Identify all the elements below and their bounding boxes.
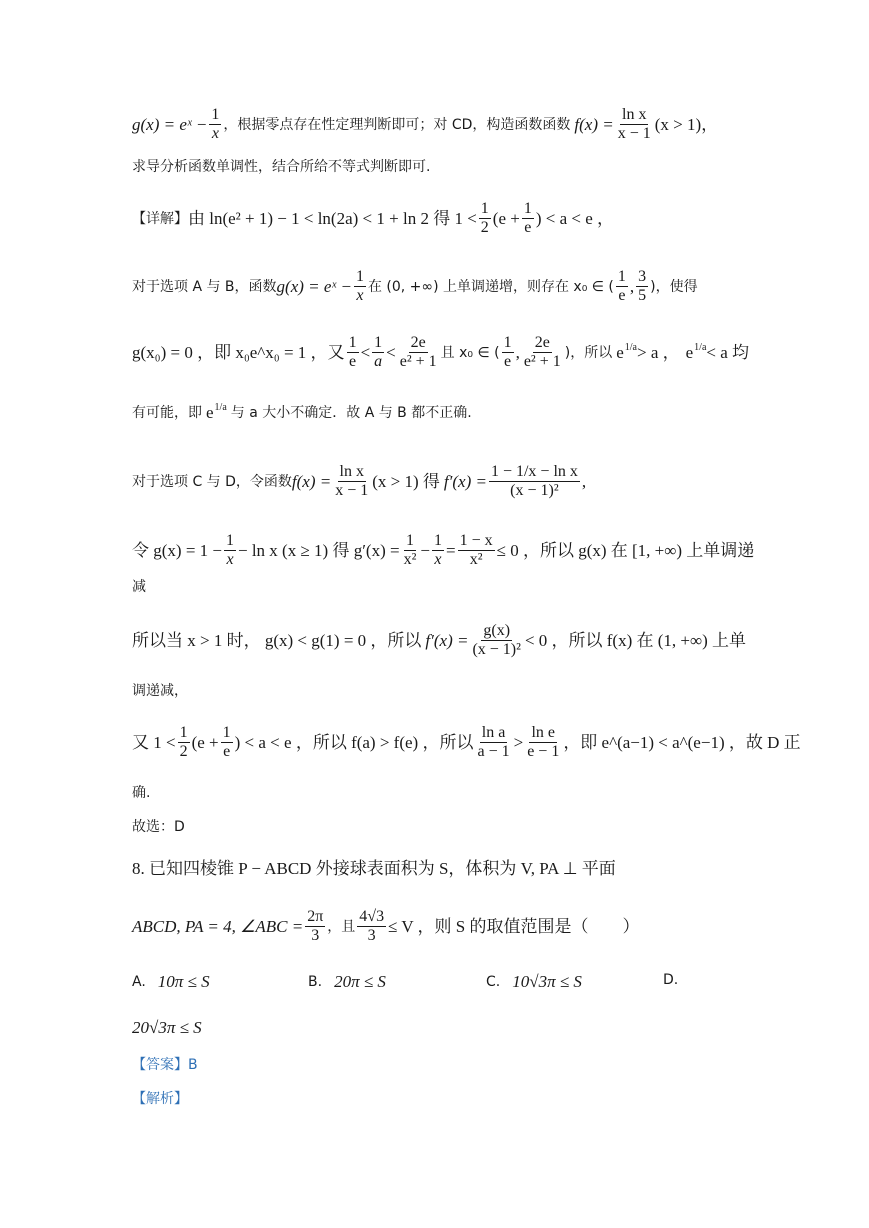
expression-g: g(x) = eˣ − — [132, 115, 208, 135]
text: 令 g(x) = 1 − — [132, 541, 222, 561]
expression-g: g(x) = eˣ − — [276, 277, 352, 297]
fraction: $\frac{g(x)}{\text{(x − 1)²}}$ — [472, 622, 521, 659]
option-ab-line: 对于选项 A 与 B，函数 g(x) = eˣ − $\frac{1}{x}$ 在 (0, +∞) 上单调递增，则存在 x₀ ∈ ( $\frac{1}{e}$ , $\frac{3}{5}$ )，使得 — [132, 268, 698, 305]
inequality: 由 ln(e² + 1) − 1 < ln(2a) < 1 + ln 2 得 1 < — [188, 209, 477, 229]
fraction: $\frac{1}{x}$ — [226, 532, 234, 569]
option-d-text: 20√3π ≤ S — [132, 1018, 202, 1037]
question-8-stem — [132, 860, 616, 877]
expression-f-prime: f′(x) = — [443, 472, 487, 492]
text: 与 a 大小不确定．故 A 与 B 都不正确. — [230, 404, 472, 421]
option-c-label: C. — [486, 973, 501, 990]
fraction: $\frac{1}{e}$ — [348, 334, 357, 371]
text: 对于选项 C 与 D，令函数 — [132, 473, 292, 490]
text: ≤ V ，则 S 的取值范围是（ ） — [388, 917, 640, 937]
option-a-text: 10π ≤ S — [157, 972, 210, 991]
text: g(x₀) = 0 ，即 x₀e^x₀ = 1 ，又 — [132, 343, 345, 363]
option-c — [486, 973, 582, 990]
option-cd-line: 对于选项 C 与 D，令函数 f(x) = $\frac{\text{ln x}}{x - 1}$ (x > 1) 得 f′(x) = $\frac{\text{1 − 1/x − ln x}}{\text{(x − 1)²}}$ , — [132, 463, 587, 500]
fraction: $\frac{1}{e}$ — [617, 268, 626, 305]
option-a-label: A. — [132, 973, 146, 990]
option-b-label: B. — [308, 973, 323, 990]
fraction: $\frac{2\pi}{3}$ — [307, 908, 324, 945]
analysis-tag: 【解析】 — [132, 1091, 188, 1107]
option-c-text: 10√3π ≤ S — [512, 972, 582, 991]
text: 且 x₀ ∈ ( — [440, 344, 500, 361]
fraction: $\frac{\text{ln x}}{x - 1}$ — [335, 463, 369, 500]
fraction: $\frac{2e}{\text{e² + 1}}$ — [523, 334, 561, 371]
fraction: $\frac{1}{2}$ — [179, 724, 188, 761]
text: 所以当 x > 1 时， g(x) < g(1) = 0 ，所以 — [132, 631, 422, 651]
text: ，即 e^(a−1) < a^(e−1) ，故 D 正 — [563, 733, 801, 753]
text: ，且 — [327, 918, 356, 935]
text: )，所以 — [564, 344, 613, 361]
text: (x > 1) 得 — [372, 472, 440, 492]
text: ≤ 0 ，所以 g(x) 在 [1, +∞) 上单调递 — [496, 541, 755, 561]
text: (x > 1)， — [654, 115, 719, 135]
question-text: 8. 已知四棱锥 P − ABCD 外接球表面积为 S，体积为 V, PA ⊥ 平面 — [132, 859, 616, 878]
text: )，使得 — [650, 278, 698, 295]
text: < 0 ，所以 f(x) 在 (1, +∞) 上单 — [524, 631, 747, 651]
fraction: $\frac{1}{2}$ — [480, 200, 489, 237]
text: < a 均 — [706, 343, 750, 363]
derivative-line: 令 g(x) = 1 − $\frac{1}{x}$ − ln x (x ≥ 1) 得 g′(x) = $\frac{1}{\text{x²}}$ − $\frac{1}{x}$ = $\frac{1 - x}{\text{x²}}$ ≤ 0 ，所以 g(x) 在 [1, +∞) 上单调递 — [132, 532, 755, 569]
option-b-text: 20π ≤ S — [334, 972, 386, 991]
option-b — [308, 973, 386, 990]
expression-f-prime: f′(x) = — [425, 631, 469, 651]
option-ab-conclusion: 有可能，即 $e^{1/a}$ 与 a 大小不确定．故 A 与 B 都不正确. — [132, 402, 472, 422]
text: ，根据零点存在性定理判断即可；对 CD，构造函数函数 — [223, 116, 571, 133]
text: ) < a < e ，所以 f(a) > f(e) ，所以 — [234, 733, 474, 753]
monotonic-line — [132, 622, 746, 660]
option-d-line-cont: 确. — [132, 785, 151, 801]
answer-tag: 【答案】B — [132, 1057, 198, 1073]
text: 又 1 < — [132, 733, 176, 753]
fraction: $\frac{1}{e}$ — [222, 724, 231, 761]
fraction: $\frac{\text{ln x}}{x - 1}$ — [617, 106, 651, 143]
fraction: $\frac{1 - x}{\text{x²}}$ — [459, 532, 493, 569]
fraction: $\frac{2e}{\text{e² + 1}}$ — [399, 334, 437, 371]
derivative-line-cont: 减 — [132, 579, 146, 595]
option-a — [132, 973, 210, 990]
detail-line — [132, 200, 614, 238]
fraction: $\frac{1}{\text{x²}}$ — [403, 532, 417, 569]
text: 在 (0, +∞) 上单调递增，则存在 x₀ ∈ ( — [367, 278, 614, 295]
choice-line: 故选：D — [132, 819, 185, 835]
fraction: $\frac{\text{ln e}}{e - 1}$ — [527, 724, 560, 761]
fraction: $\frac{\text{ln a}}{a - 1}$ — [477, 724, 510, 761]
text: 对于选项 A 与 B，函数 — [132, 278, 277, 295]
text: − ln x (x ≥ 1) 得 g′(x) = — [238, 541, 400, 561]
expression-f: f(x) = — [574, 115, 614, 135]
fraction: $\frac{1}{e}$ — [523, 200, 532, 237]
option-d-content — [132, 1019, 202, 1036]
detail-tag: 【详解】 — [132, 210, 188, 227]
fraction: $\frac{3}{5}$ — [638, 268, 647, 305]
question-8-stem-2 — [132, 908, 640, 946]
text: ABCD, PA = 4, ∠ABC = — [132, 917, 304, 937]
fraction: $\frac{\text{1 − 1/x − ln x}}{\text{(x − 1)²}}$ — [490, 463, 578, 500]
solution-line-2: 求导分析函数单调性，结合所给不等式判断即可. — [132, 159, 431, 175]
fraction: $\frac{1}{x}$ — [355, 268, 364, 305]
text: 有可能，即 — [132, 404, 202, 421]
option-d-label: D. — [663, 972, 679, 988]
monotonic-line-cont: 调递减， — [132, 683, 188, 699]
expression-f: f(x) = — [291, 472, 332, 492]
fraction: $\frac{1}{a}$ — [374, 334, 383, 371]
fraction: $\frac{1}{x}$ — [211, 106, 220, 143]
option-d-line: 又 1 < $\frac{1}{2}$ (e + $\frac{1}{e}$ ) < a < e ，所以 f(a) > f(e) ，所以 $\frac{\text{ln a}}{a - 1}$ > $\frac{\text{ln e}}{e - 1}$ ，即 e^(a−1) < a^(e−1) ，故 D 正 — [132, 724, 801, 761]
fraction: $\frac{1}{e}$ — [503, 334, 512, 371]
option-d — [663, 973, 678, 987]
fraction: $\frac{1}{x}$ — [433, 532, 442, 569]
text: ) < a < e ， — [535, 209, 615, 229]
option-ab-line-2: g(x₀) = 0 ，即 x₀e^x₀ = 1 ，又 $\frac{1}{e}$ < $\frac{1}{a}$ < $\frac{2e}{\text{e² + 1}}$ 且 x₀ ∈ ( $\frac{1}{e}$ , $\frac{2e}{\text{e² + 1}}$ )，所以 $e^{1/a}$ > a ， $e^{1/a}$ < a 均 — [132, 334, 750, 371]
solution-line-1 — [132, 106, 718, 144]
fraction: $\frac{4√3}{3}$ — [359, 908, 385, 945]
text: > a ， — [636, 343, 680, 363]
text: (e + — [492, 209, 520, 229]
